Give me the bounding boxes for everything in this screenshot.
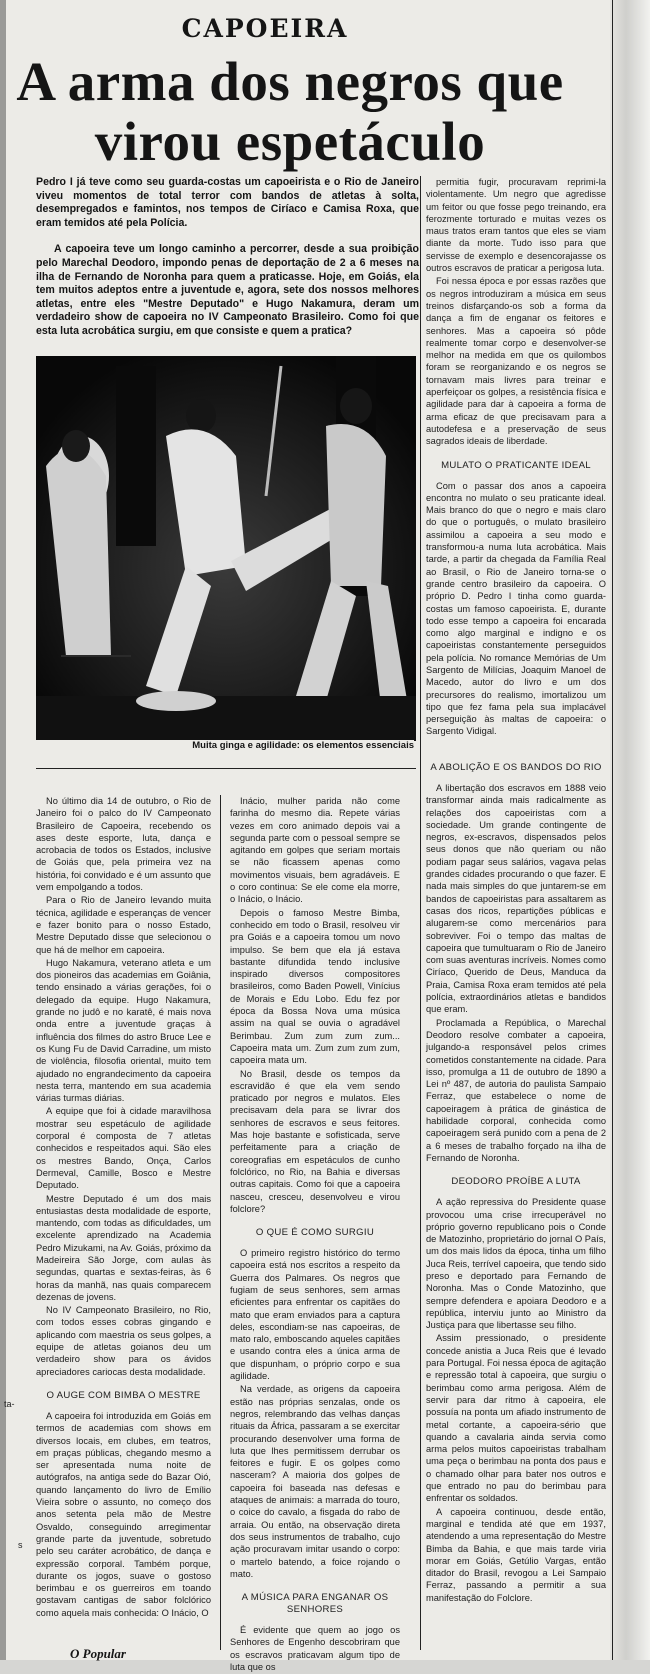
article-column-1 <box>36 795 211 1620</box>
article-column-2 <box>230 795 400 1674</box>
paragraph: permitia fugir, procuravam reprimi-la violentamente. Um negro que agredisse um feitor ou que fosse pego treinando, era ferozmente torturado e muitas vezes os maus tratos eram tantos que eles se viam diante da morte. Tudo isso para que servisse de exemplo e desencorajasse os outros escravos de praticar a perigosa luta. <box>426 177 606 274</box>
column-rule <box>220 795 221 1650</box>
paragraph: Hugo Nakamura, veterano atleta e um dos pioneiros das academias em Goiânia, tendo ensinado a várias gerações, foi o delegado da equipe. Hugo Nakamura, grande no judô e no karatê, é mais nova onda entre a juventude graças à influência dos filmes do astro Bruce Lee e os Kung Fu de David Carradine, um misto de violência, filosofia oriental, muito tem ajudado no engrandecimento da capoeira nesta terra, mantendo em sua academia várias turmas diárias. <box>36 957 211 1104</box>
paragraph: A equipe que foi à cidade maravilhosa mostrar seu espetáculo de agilidade corporal é composta de 7 atletas conhecidos e respeitados aqui. São eles os mestres Bando, Onça, Carlos Dermeval, Camille, Bosco e Mestre Deputado. <box>36 1106 211 1191</box>
deck-paragraph: A capoeira teve um longo caminho a percorrer, desde a sua proibição pelo Marechal Deodoro, impondo penas de deportação de 2 a 6 meses na ilha de Fernando de Noronha para quem a praticasse. Hoje, em Goiás, ela tem muitos adeptos entre a juventude e, agora, sete dos nossos melhores atletas, entre eles "Mestre Deputado" e Hugo Nakamura, deram um verdadeiro show de capoeira no IV Campeonato Brasileiro. Como foi que esta luta acrobática surgiu, em que consiste e quem a pratica? <box>36 243 419 337</box>
paragraph: É evidente que quem ao jogo os Senhores de Engenho descobriram que os escravos praticavam algum tipo de luta que os <box>230 1625 400 1672</box>
paragraph: Depois o famoso Mestre Bimba, conhecido em todo o Brasil, resolveu vir pra Goiás e a capoeira tomou um novo impulso. Se bem que ela já estava bastante difundida tendo inclusive inspirado diversos compositores brasileiros, como Baden Powell, Vinícius de Morais e Edu Lobo. Edu fez por época da Bossa Nova uma música assim na qual se ouvia o agradável Berimbau. Zum zum zum zum... Capoeira mata um. Zum zum zum zum, capoeira mata um. <box>230 907 400 1066</box>
paragraph: Inácio, mulher parida não come farinha do mesmo dia. Repete várias vezes em coro animado depois vai a segunda parte com o pessoal sempre se agitando em golpes que seriam mortais se não ficassem apenas como movimentos visuais, bem agradáveis. E o coro continua: Se ele come ela morre, o Inácio, o Inácio. <box>230 796 400 905</box>
subheading: A MÚSICA PARA ENGANAR OS SENHORES <box>241 1592 389 1616</box>
paragraph: O primeiro registro histórico do termo capoeira está nos escritos a respeito da Guerra dos Palmares. Os negros que fugiam de seus senhores, sem armas eficientes para enfrentar os capitães do mato que eram enviados para a captura deles, escondiam-se nas capoeiras, de mato ralo, emboscando aqueles capitães e usando contra eles a única arma de que dispunham, o próprio corpo e sua agilidade. <box>230 1248 400 1382</box>
page-edge-right <box>610 0 650 1660</box>
deck-paragraph: Pedro I já teve como seu guarda-costas um capoeirista e o Rio de Janeiro viveu momentos de total terror com bandos de atletas à solta, desempregados e famintos, nos tempos de Ciríaco e Camisa Roxa, que eram temidos até pela Polícia. <box>36 176 419 229</box>
subheading: A ABOLIÇÃO E OS BANDOS DO RIO <box>430 762 602 773</box>
paragraph: Foi nessa época e por essas razões que os negros introduziram a música em seus treinos disfarçando-os sob a forma da dança a fim de enganar os feitores e senhores. Mas a capoeira só pôde realmente tomar corpo e desenvolver-se melhor na medida em que os quilombos foram se reorganizando e os negros se tornavam mais livres para treinar e aperfeiçoar os golpes, a resistência física e agilidade para dar à capoeira a forma de arma eficaz de que precisavam para a autodefesa e a preservação de seus sagrados ideais de liberdade. <box>426 276 606 447</box>
capoeira-photo <box>36 356 416 741</box>
photo-caption: Muita ginga e agilidade: os elementos essenciais <box>36 740 414 754</box>
paragraph: A capoeira continuou, desde então, marginal e tendida até que em 1937, atendendo a uma representação do Mestre Bimba da Bahia, e que mais tarde viria morar em Goiás, Getúlio Vargas, então ditador do Brasil, revogou a Lei Sampaio Ferraz, passando a permitir a sua manifestação do Folclore. <box>426 1506 606 1603</box>
paragraph: No Brasil, desde os tempos da escravidão é que ela vem sendo praticado por negros e mulatos. Eles precisavam dela para se livrar dos senhores de escravos e seus feitores. Mas hoje bastante e sofisticada, serve perfeitamente para a criação de coreografias em espetáculos de cunho folclórico, no Rio, na Bahia e diversas outras capitais. Como foi que a capoeira nasceu, cresceu, desenvolveu e virou folclore? <box>230 1068 400 1214</box>
subheading: O QUE É COMO SURGIU <box>255 1227 375 1239</box>
adjacent-column-fragment: ta- <box>4 1399 15 1409</box>
subheading: DEODORO PROÍBE A LUTA <box>451 1176 581 1188</box>
article-column-right-bottom <box>426 750 606 1605</box>
page-edge-left <box>0 0 6 1660</box>
headline <box>10 52 570 172</box>
paragraph: Assim pressionado, o presidente concede anistia a Juca Reis que é levado para Portugal. Foi nessa época de agitação e repressão total à capoeira, que surgiu o berimbau como arma perigosa. Além de servir para dar ritmo à capoeira, ele possuía na ponta um afiado instrumento de metal cortante, a capoeira-sério que quando a cavalaria ainda servia como arma pelos muitos capoeiristas trabalham uma peça o berimbau na ponta dos paus e o chamado olhar para bater nos outros e que entrado no pau do berimbau para enfrentar os soldados. <box>426 1333 606 1504</box>
newspaper-logo: O Popular <box>70 1646 126 1661</box>
paragraph: No último dia 14 de outubro, o Rio de Janeiro foi o palco do IV Campeonato Brasileiro de Capoeira, recebendo os ases deste esporte, luta, dança e acrobacia de todos os Estados, inclusive de Goiás que, pela primeira vez na história, foi convidado e é um assunto que vem empolgando a todos. <box>36 796 211 893</box>
paragraph: A capoeira foi introduzida em Goiás em termos de academias com shows em diversos locais, em clubes, em teatros, em praças públicas, chegando mesmo a ser apresentada numa noite de autógrafos, na antiga sede do Bazar Oió, quando lançamento do livro de Emílio Vieira sobre o assunto, no começo dos anos setenta pela mão de Mestre Osvaldo, conseguindo arregimentar grande parte da juventude, sobretudo pelo seu caráter acrobático, de dança e expressão corporal. Também porque, durante os jogos, suave o gostoso berimbau e os guerreiros em toando gostavam cantigas de sabor folclórico como aquela mais conhecida: O Inácio, O <box>36 1410 211 1618</box>
paragraph: A ação repressiva do Presidente quase provocou uma crise irrecuperável no próprio governo republicano pois o Conde de Matozinho, proprietário do jornal O País, um dos mais lidos da época, tinha um filho Juca Reis, terrível capoeira, que tendo sido preso e deportado para Fernando de Noronha. Mas o Conde Matozinho, que sempre defendera e apoiara Deodoro e a república, interviu junto ao Ministro da Justiça para que libertasse seu filho. <box>426 1197 606 1331</box>
article-deck <box>36 176 419 352</box>
paragraph: No IV Campeonato Brasileiro, no Rio, com todos esses cobras gingando e aplicando com maestria os seus golpes, a equipe de atletas goianos deu um verdadeiro show para os ávidos apreciadores cariocas desta modalidade. <box>36 1305 211 1377</box>
paragraph: Com o passar dos anos a capoeira encontra no mulato o seu praticante ideal. Mais branco do que o negro e mais claro do que o português, o mulato brasileiro assimilou a capoeira a seu modo e transformou-a numa luta acrobática. Mais tarde, a partir da chegada da Família Real ao Brasil, o Rio de Janeiro torna-se o grande centro brasileiro da capoeira. O próprio D. Pedro I tinha como guarda-costas um famoso capoeirista. E, durante todo esse tempo a capoeira foi encarada como algo marginal e indigno e os capoeiristas constantemente perseguidos pela polícia. No romance Memórias de Um Sargento de Milícias, Joaquim Manoel de Macedo, autor do livro e um dos precursores do realismo, imortalizou um tipo que fez fama pela sua implacável perseguição às maltas de capoeira: o Sargento Vidigal. <box>426 480 606 737</box>
paragraph: Na verdade, as origens da capoeira estão nas próprias senzalas, onde os negros, relembrando das velhas danças rituais da África, passaram a se exercitar procurando desenvolver uma forma de luta que lhes permitissem derrubar os feitores e fugir. E os golpes como nasceram? A maioria dos golpes de capoeira foi baseada nas defesas e ataques de animais: a marrada do touro, o coice do cavalo, a fisgada do rabo de arraia. Ou então, na observação direta dos seus instrumentos de trabalho, cujo ação procuravam imitar usando o corpo: o martelo batendo, a foice rojando o mato. <box>230 1384 400 1579</box>
paragraph: Mestre Deputado é um dos mais entusiastas desta modalidade de esporte, mantendo, com todas as dificuldades, um excelente aprendizado na Academia Pedro Mizukami, na Av. Goiás, próximo da Madeireira São Jorge, com aulas às segundas, quartas e sextas-feiras, às 6 horas da manhã, nas quais comparecem dezenas de jovens. <box>36 1193 211 1302</box>
paragraph: A libertação dos escravos em 1888 veio transformar ainda mais radicalmente as relações dos capoeiristas com a sociedade. Um grande contingente de negros, ex-escravos, dispensados pelos seus donos que não queriam ou não podiam pagar seus salários, vagava pelas grandes cidades procurando o que fazer. E nada mais simples do que juntarem-se em bandos de capoeiristas para assaltarem as casas dos ricos, repartições públicas e alugarem-se como mercenários para sobreviver. Foi o tempo das maltas de capoeira que tumultuaram o Rio de Janeiro com suas aventuras incríveis. Nomes como Ciríaco, Querido de Deus, Manduca da Praia, Camisa Roxa eram temidos até pela polícia, extraordinários atletas e bandidos que eram. <box>426 783 606 1015</box>
subheading: O AUGE COM BIMBA O MESTRE <box>46 1389 201 1401</box>
capoeira-photo-image <box>36 356 416 741</box>
paragraph: Para o Rio de Janeiro levando muita técnica, agilidade e esperanças de vencer e fazer bonito para o nosso Estado, Mestre Deputado disse que selecionou o que há de melhor em capoeira. <box>36 895 211 955</box>
column-rule <box>420 176 421 1650</box>
article-column-right-top <box>426 176 606 739</box>
adjacent-column-fragment: s <box>18 1540 23 1550</box>
section-kicker: CAPOEIRA <box>181 14 349 43</box>
column-rule <box>612 0 613 1660</box>
headline-line: A arma dos negros que <box>16 51 564 112</box>
headline-line: virou espetáculo <box>94 111 486 172</box>
paragraph: Proclamada a República, o Marechal Deodoro resolve combater a capoeira, julgando-a responsável pelos crimes cometidos constantemente na cidade. Para isso, promulga a 11 de outubro de 1890 a Lei nº 487, de autoria do paulista Sampaio Ferraz, que estabelece o nome de capoeiragem à prática de ginástica de habilidade corporal, conhecida como capoeiragem será punido com a pena de 2 a 6 meses de trabalho forçado na ilha de Fernando de Noronha. <box>426 1017 606 1163</box>
section-rule <box>36 768 416 769</box>
subheading: MULATO O PRATICANTE IDEAL <box>441 459 591 471</box>
